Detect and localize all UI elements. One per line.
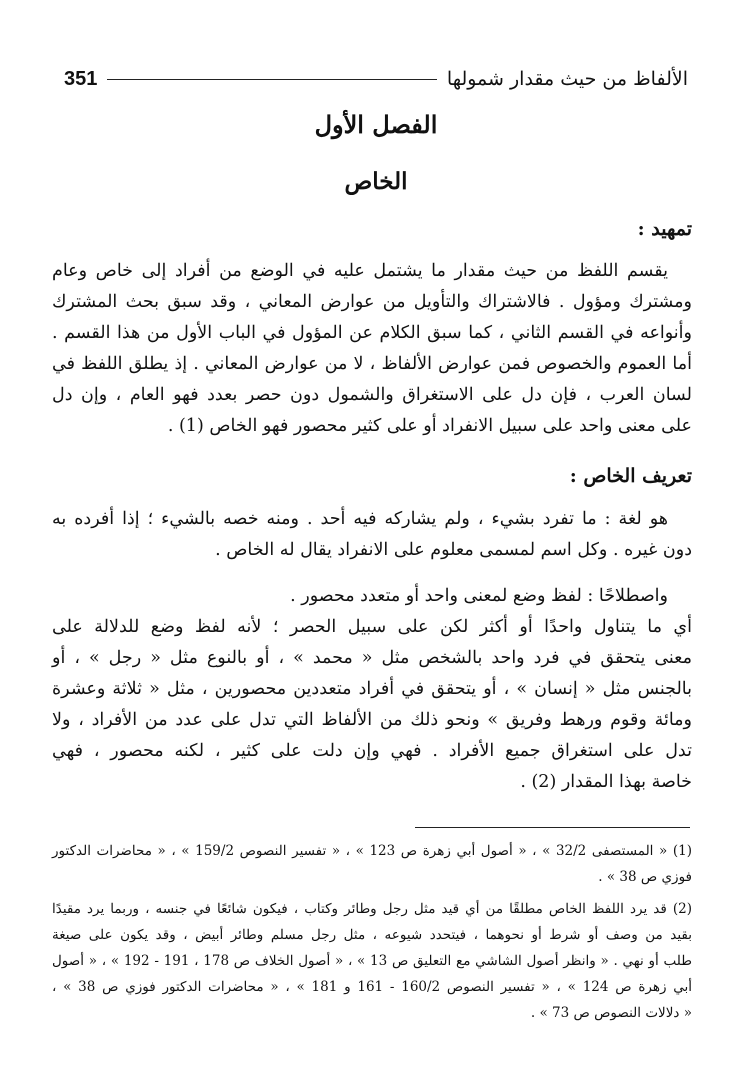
intro-heading: تمهيد : (637, 218, 692, 240)
chapter-title: الفصل الأول (314, 110, 438, 139)
text-line: أي ما يتناول واحدًا أو أكثر لكن على سبيل الحصر ؛ لأنه لفظ وضع للدلالة على (52, 617, 692, 637)
footnote-line: بقيد من وصف أو شرط أو نحوهما ، فيتحدد شيوعه ، مثل رجل مسلم وطائر أبيض ، وقد يكون على صيغة (52, 927, 692, 943)
intro-paragraph (52, 256, 692, 442)
text-line: بالجنس مثل « إنسان » ، أو يتحقق في أفراد متعددين محصورين ، مثل « ثلاثة وعشرة (52, 679, 692, 699)
text-line: ومشترك ومؤول . فالاشتراك والتأويل من عوارض المعاني ، وقد سبق بحث المشترك (52, 292, 692, 312)
text-line: أما العموم والخصوص فمن عوارض الألفاظ ، لا من عوارض المعاني . إذ يطلق اللفظ في (52, 354, 692, 374)
definition-explanation (52, 612, 692, 798)
text-line: لسان العرب ، فإن دل على الاستغراق والشمول دون حصر بعدد فهو العام ، وإن دل (52, 385, 692, 405)
linguistic-definition (52, 504, 692, 566)
text-line: على معنى واحد على سبيل الانفراد أو على كثير محصور فهو الخاص (1) . (167, 416, 692, 436)
header-rule (107, 79, 437, 80)
footnote-line: (1) « المستصفى 32/2 » ، « أصول أبي زهرة ص 123 » ، « تفسير النصوص 159/2 » ، « محاضرات الدكتور (52, 843, 692, 859)
footnote-line: (2) قد يرد اللفظ الخاص مطلقًا من أي قيد مثل رجل وطائر وكتاب ، فيكون شائعًا في جنسه ، وربما يرد مقيدًا (52, 901, 692, 917)
footnote-line: فوزي ص 38 » . (598, 869, 692, 885)
definition-heading: تعريف الخاص : (569, 465, 692, 487)
running-header (64, 62, 688, 96)
running-header-title: الألفاظ من حيث مقدار شمولها (446, 68, 688, 90)
text-line: يقسم اللفظ من حيث مقدار ما يشتمل عليه في الوضع من أفراد إلى خاص وعام (52, 261, 668, 281)
section-title: الخاص (344, 168, 408, 195)
text-line: خاصة بهذا المقدار (2) . (520, 772, 692, 792)
text-line: دون غيره . وكل اسم لمسمى معلوم على الانفراد يقال له الخاص . (215, 540, 692, 560)
footnote-line: طلب أو نهي . « وانظر أصول الشاشي مع التعليق ص 13 » ، « أصول الخلاف ص 178 ، 191 - 192 » ، « أصول (52, 953, 692, 969)
text-line: واصطلاحًا : لفظ وضع لمعنى واحد أو متعدد محصور . (290, 586, 668, 606)
footnote-line: أبي زهرة ص 124 » ، « تفسير النصوص 160/2 - 161 و 181 » ، « محاضرات الدكتور فوزي ص 38 » ، (52, 979, 692, 995)
text-line: وأنواعه في القسم الثاني ، كما سبق الكلام عن المؤول في الباب الأول من هذا القسم . (52, 323, 692, 343)
text-line: هو لغة : ما تفرد بشيء ، ولم يشاركه فيه أحد . ومنه خصه بالشيء ؛ إذا أفرده به (52, 509, 668, 529)
footnote-separator (415, 827, 690, 828)
text-line: معنى يتحقق في فرد واحد بالشخص مثل « محمد » ، أو بالنوع مثل « رجل » ، أو (52, 648, 692, 668)
text-line: ومائة وقوم ورهط وفريق » ونحو ذلك من الألفاظ التي تدل على عدد من الأفراد ، ولا (52, 710, 692, 730)
text-line: تدل على استغراق جميع الأفراد . فهي وإن دلت على كثير ، لكنه محصور ، فهي (52, 741, 692, 761)
technical-definition (52, 581, 692, 612)
page-number: 351 (64, 67, 98, 90)
footnotes (52, 838, 692, 1026)
footnote-line: « دلالات النصوص ص 73 » . (530, 1005, 692, 1021)
